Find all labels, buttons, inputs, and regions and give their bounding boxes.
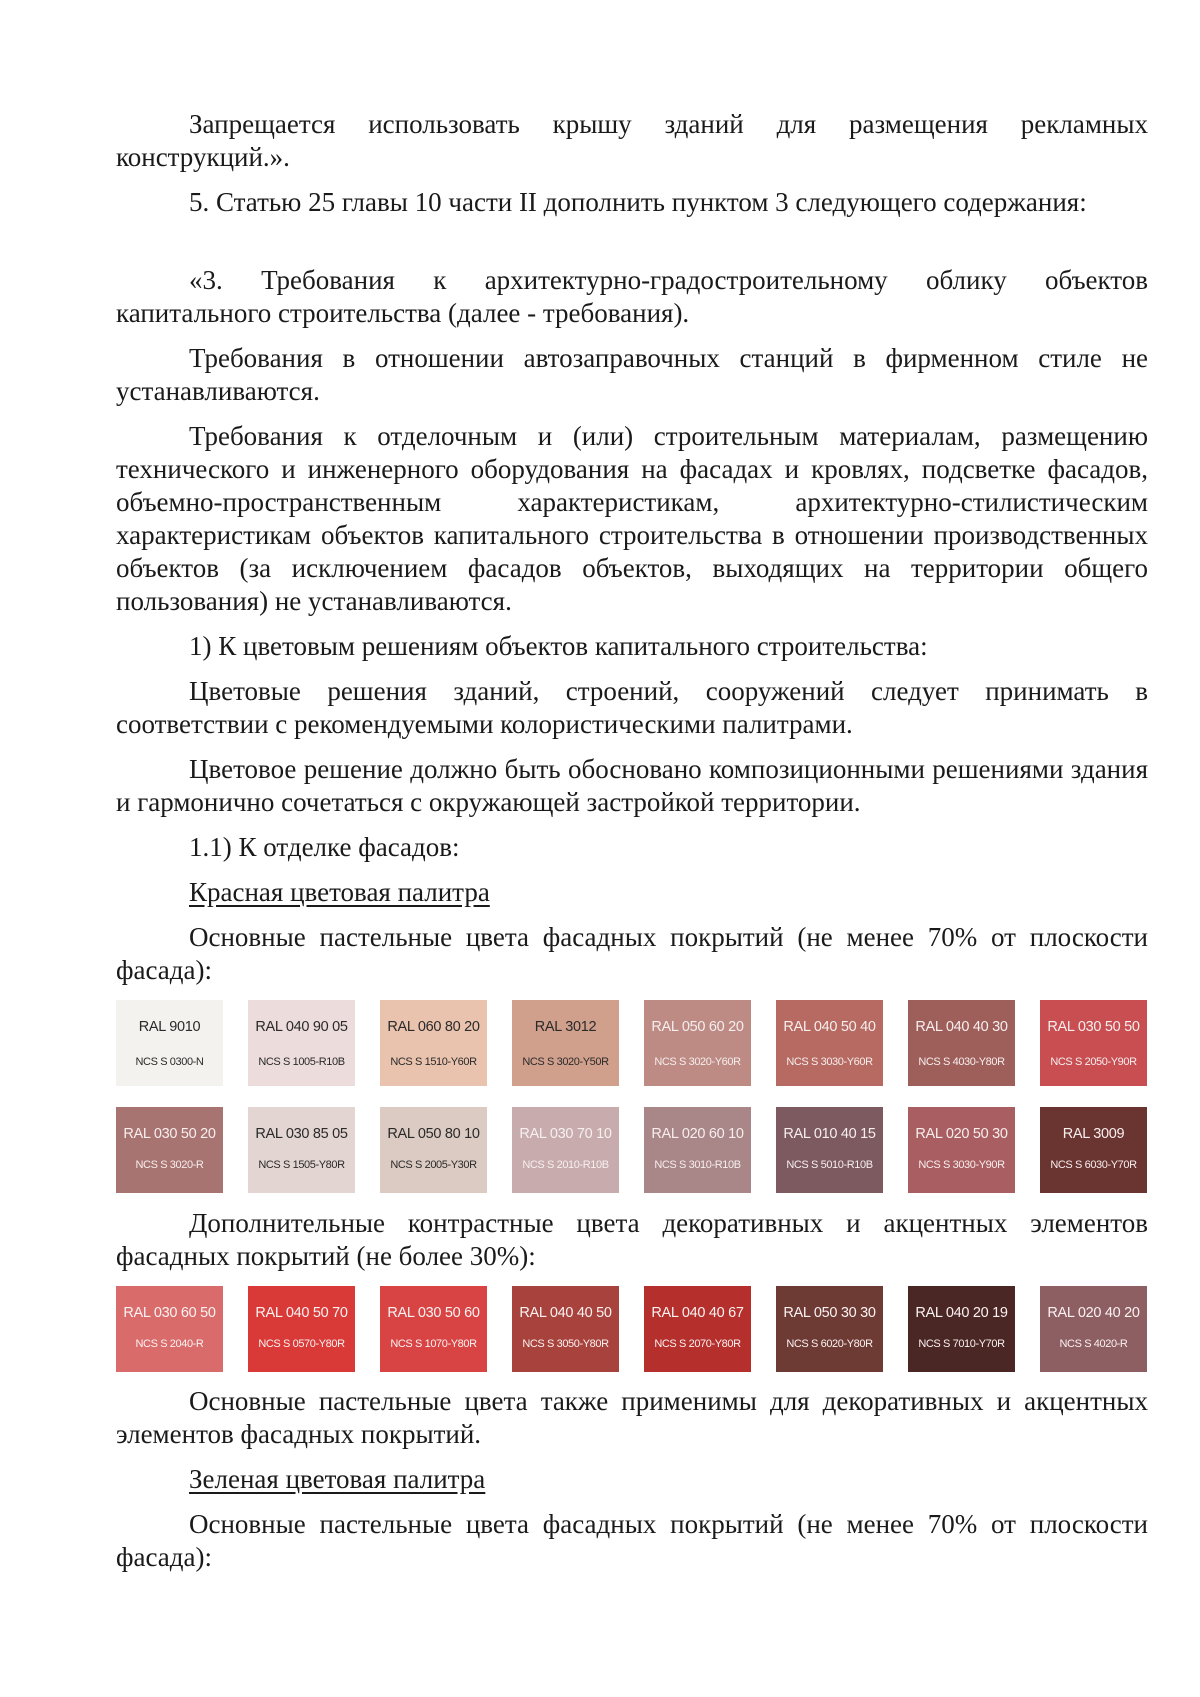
swatch-ncs-code: NCS S 2010-R10B [522, 1159, 609, 1171]
color-swatch [380, 1107, 487, 1193]
paragraph-red-accent-colors: Дополнительные контрастные цвета декоративных и акцентных элементов фасадных покрытий (не более 30%): [116, 1208, 1148, 1271]
swatch-ncs-code: NCS S 2005-Y30R [390, 1159, 477, 1171]
swatch-ral-code: RAL 030 50 20 [123, 1126, 216, 1142]
swatch-ncs-code: NCS S 5010-R10B [786, 1159, 873, 1171]
swatch-ncs-code: NCS S 3050-Y80R [522, 1338, 609, 1350]
swatch-ncs-code: NCS S 3030-Y60R [786, 1056, 873, 1068]
list-item-color-solutions: 1) К цветовым решениям объектов капитального строительства: [189, 631, 928, 661]
swatch-ral-code: RAL 050 30 30 [783, 1305, 876, 1321]
swatch-ral-code: RAL 3009 [1062, 1126, 1125, 1142]
swatch-ral-code: RAL 030 85 05 [255, 1126, 348, 1142]
color-swatch [248, 1000, 355, 1086]
color-swatch [776, 1000, 883, 1086]
color-swatch [1040, 1286, 1147, 1372]
color-swatch [380, 1000, 487, 1086]
color-swatch [512, 1286, 619, 1372]
color-swatch [1040, 1107, 1147, 1193]
swatch-ncs-code: NCS S 1005-R10B [258, 1056, 345, 1068]
color-swatch [908, 1000, 1015, 1086]
paragraph-red-main-colors: Основные пастельные цвета фасадных покрытий (не менее 70% от плоскости фасада): [116, 922, 1148, 985]
swatch-ral-code: RAL 050 80 10 [387, 1126, 480, 1142]
color-swatch [908, 1286, 1015, 1372]
swatch-ncs-code: NCS S 0300-N [135, 1056, 204, 1068]
swatch-ral-code: RAL 030 50 60 [387, 1305, 480, 1321]
color-swatch [776, 1286, 883, 1372]
paragraph-pastel-also-applicable: Основные пастельные цвета также применимы для декоративных и акцентных элементов фасадных покрытий. [116, 1386, 1148, 1449]
heading-green-palette [116, 1463, 1148, 1496]
paragraph-ad-ban: Запрещается использовать крышу зданий для размещения рекламных конструкций.». [116, 109, 1148, 172]
color-swatch [512, 1000, 619, 1086]
heading-red-palette [116, 876, 1148, 909]
swatch-ral-code: RAL 3012 [534, 1019, 597, 1035]
swatch-ral-code: RAL 030 60 50 [123, 1305, 216, 1321]
swatch-ral-code: RAL 9010 [138, 1019, 201, 1035]
color-swatch [776, 1107, 883, 1193]
color-swatch [116, 1286, 223, 1372]
swatch-ncs-code: NCS S 4020-R [1059, 1338, 1128, 1350]
swatch-ncs-code: NCS S 3010-R10B [654, 1159, 741, 1171]
color-swatch [512, 1107, 619, 1193]
color-swatch [908, 1107, 1015, 1193]
heading-red-palette-text: Красная цветовая палитра [189, 877, 490, 907]
color-swatch [1040, 1000, 1147, 1086]
swatch-ncs-code: NCS S 4030-Y80R [918, 1056, 1005, 1068]
swatch-ral-code: RAL 040 40 30 [915, 1019, 1008, 1035]
color-swatch [248, 1107, 355, 1193]
swatch-ncs-code: NCS S 3020-Y60R [654, 1056, 741, 1068]
swatch-ral-code: RAL 060 80 20 [387, 1019, 480, 1035]
color-swatch [380, 1286, 487, 1372]
color-swatch [644, 1107, 751, 1193]
color-swatch [116, 1000, 223, 1086]
swatch-ral-code: RAL 040 40 67 [651, 1305, 744, 1321]
swatch-ral-code: RAL 010 40 15 [783, 1126, 876, 1142]
swatch-ral-code: RAL 030 50 50 [1047, 1019, 1140, 1035]
swatch-ral-code: RAL 040 50 40 [783, 1019, 876, 1035]
swatch-ncs-code: NCS S 1505-Y80R [258, 1159, 345, 1171]
red-main-palette-row-1 [116, 1000, 1148, 1100]
color-swatch [248, 1286, 355, 1372]
swatch-ncs-code: NCS S 2070-Y80R [654, 1338, 741, 1350]
swatch-ral-code: RAL 040 40 50 [519, 1305, 612, 1321]
swatch-ncs-code: NCS S 2040-R [135, 1338, 204, 1350]
heading-green-palette-text: Зеленая цветовая палитра [189, 1464, 486, 1494]
paragraph-color-palettes: Цветовые решения зданий, строений, сооружений следует принимать в соответствии с рекомендуемыми колористическими палитрами. [116, 676, 1148, 739]
swatch-ral-code: RAL 050 60 20 [651, 1019, 744, 1035]
swatch-ncs-code: NCS S 3030-Y90R [918, 1159, 1005, 1171]
swatch-ncs-code: NCS S 0570-Y80R [258, 1338, 345, 1350]
red-main-palette-row-2 [116, 1107, 1148, 1207]
red-accent-palette-row [116, 1286, 1148, 1386]
color-swatch [644, 1286, 751, 1372]
swatch-ncs-code: NCS S 1070-Y80R [390, 1338, 477, 1350]
swatch-ncs-code: NCS S 6030-Y70R [1050, 1159, 1137, 1171]
swatch-ral-code: RAL 020 50 30 [915, 1126, 1008, 1142]
list-item-facade-finishing: 1.1) К отделке фасадов: [189, 832, 460, 862]
swatch-ncs-code: NCS S 7010-Y70R [918, 1338, 1005, 1350]
swatch-ral-code: RAL 030 70 10 [519, 1126, 612, 1142]
color-swatch [116, 1107, 223, 1193]
paragraph-industrial-objects: Требования к отделочным и (или) строительным материалам, размещению технического и инженерного оборудования на фасадах и кровлях, подсветке фасадов, объемно-пространственным характеристикам, архитектурно-стилистическим характеристикам объектов капитального строительства в отношении производственных объектов (за исключением фасадов объектов, выходящих на территории общего пользования) не устанавливаются. [116, 421, 1148, 616]
paragraph-article-25: 5. Статью 25 главы 10 части II дополнить пунктом 3 следующего содержания: [189, 187, 1087, 217]
swatch-ncs-code: NCS S 2050-Y90R [1050, 1056, 1137, 1068]
paragraph-color-justification: Цветовое решение должно быть обосновано композиционными решениями здания и гармонично сочетаться с окружающей застройкой территории. [116, 754, 1148, 817]
swatch-ral-code: RAL 040 20 19 [915, 1305, 1008, 1321]
swatch-ral-code: RAL 040 90 05 [255, 1019, 348, 1035]
paragraph-requirements: «3. Требования к архитектурно-градостроительному облику объектов капитального строительства (далее - требования). [116, 265, 1148, 328]
swatch-ral-code: RAL 040 50 70 [255, 1305, 348, 1321]
swatch-ncs-code: NCS S 3020-R [135, 1159, 204, 1171]
swatch-ncs-code: NCS S 1510-Y60R [390, 1056, 477, 1068]
swatch-ncs-code: NCS S 3020-Y50R [522, 1056, 609, 1068]
swatch-ncs-code: NCS S 6020-Y80R [786, 1338, 873, 1350]
color-swatch [644, 1000, 751, 1086]
swatch-ral-code: RAL 020 40 20 [1047, 1305, 1140, 1321]
paragraph-gas-stations: Требования в отношении автозаправочных станций в фирменном стиле не устанавливаются. [116, 343, 1148, 406]
swatch-ral-code: RAL 020 60 10 [651, 1126, 744, 1142]
paragraph-green-main-colors: Основные пастельные цвета фасадных покрытий (не менее 70% от плоскости фасада): [116, 1509, 1148, 1572]
